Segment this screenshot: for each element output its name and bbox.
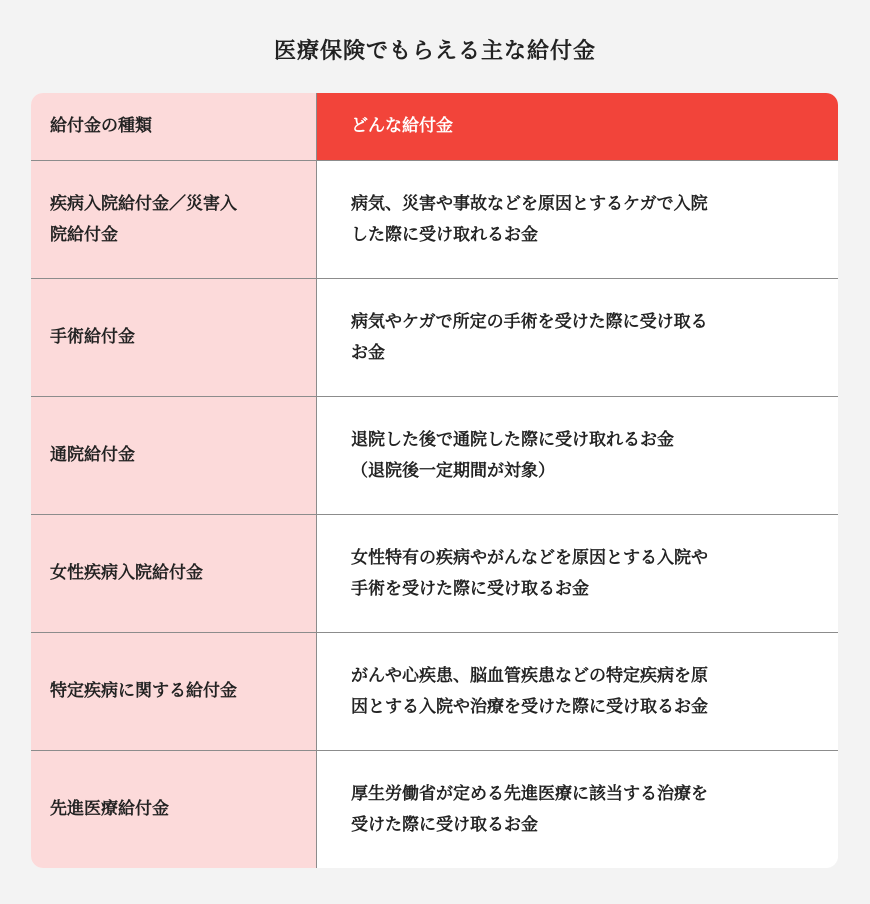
benefit-description-cell (317, 279, 838, 396)
header-benefit-type (31, 93, 317, 160)
benefit-description-cell (317, 751, 838, 868)
benefit-type-cell (31, 515, 317, 632)
benefit-description-text: 病気やケガで所定の手術を受けた際に受け取る お金 (351, 311, 708, 363)
benefit-type-text: 疾病入院給付金／災害入 院給付金 (50, 193, 237, 245)
table-header-row (31, 93, 838, 160)
table-row (31, 160, 838, 278)
table-row (31, 514, 838, 632)
table-row (31, 750, 838, 868)
benefit-type-text: 女性疾病入院給付金 (50, 563, 203, 583)
benefit-type-cell (31, 279, 317, 396)
table-row (31, 632, 838, 750)
benefit-type-text: 手術給付金 (50, 327, 135, 347)
benefit-type-text: 特定疾病に関する給付金 (50, 681, 237, 701)
benefit-description-text: 女性特有の疾病やがんなどを原因とする入院や 手術を受けた際に受け取るお金 (351, 547, 708, 599)
header-benefit-description (317, 93, 838, 160)
table-row (31, 278, 838, 396)
benefit-description-text: 病気、災害や事故などを原因とするケガで入院 した際に受け取れるお金 (351, 193, 708, 245)
benefit-type-cell (31, 161, 317, 278)
benefit-description-cell (317, 515, 838, 632)
header-benefit-type-label: 給付金の種類 (50, 116, 152, 136)
benefit-description-text: 退院した後で通院した際に受け取れるお金 （退院後一定期間が対象） (351, 429, 674, 481)
benefit-type-cell (31, 397, 317, 514)
benefit-description-text: がんや心疾患、脳血管疾患などの特定疾病を原 因とする入院や治療を受けた際に受け取るお金 (351, 665, 708, 717)
benefit-type-text: 先進医療給付金 (50, 799, 169, 819)
benefit-type-cell (31, 633, 317, 750)
benefit-type-text: 通院給付金 (50, 445, 135, 465)
table-row (31, 396, 838, 514)
benefits-table (31, 93, 838, 868)
benefit-description-text: 厚生労働省が定める先進医療に該当する治療を 受けた際に受け取るお金 (351, 783, 708, 835)
header-benefit-description-label: どんな給付金 (351, 116, 453, 136)
benefit-description-cell (317, 161, 838, 278)
benefit-description-cell (317, 397, 838, 514)
benefit-description-cell (317, 633, 838, 750)
page-title: 医療保険でもらえる主な給付金 (273, 39, 596, 64)
benefit-type-cell (31, 751, 317, 868)
